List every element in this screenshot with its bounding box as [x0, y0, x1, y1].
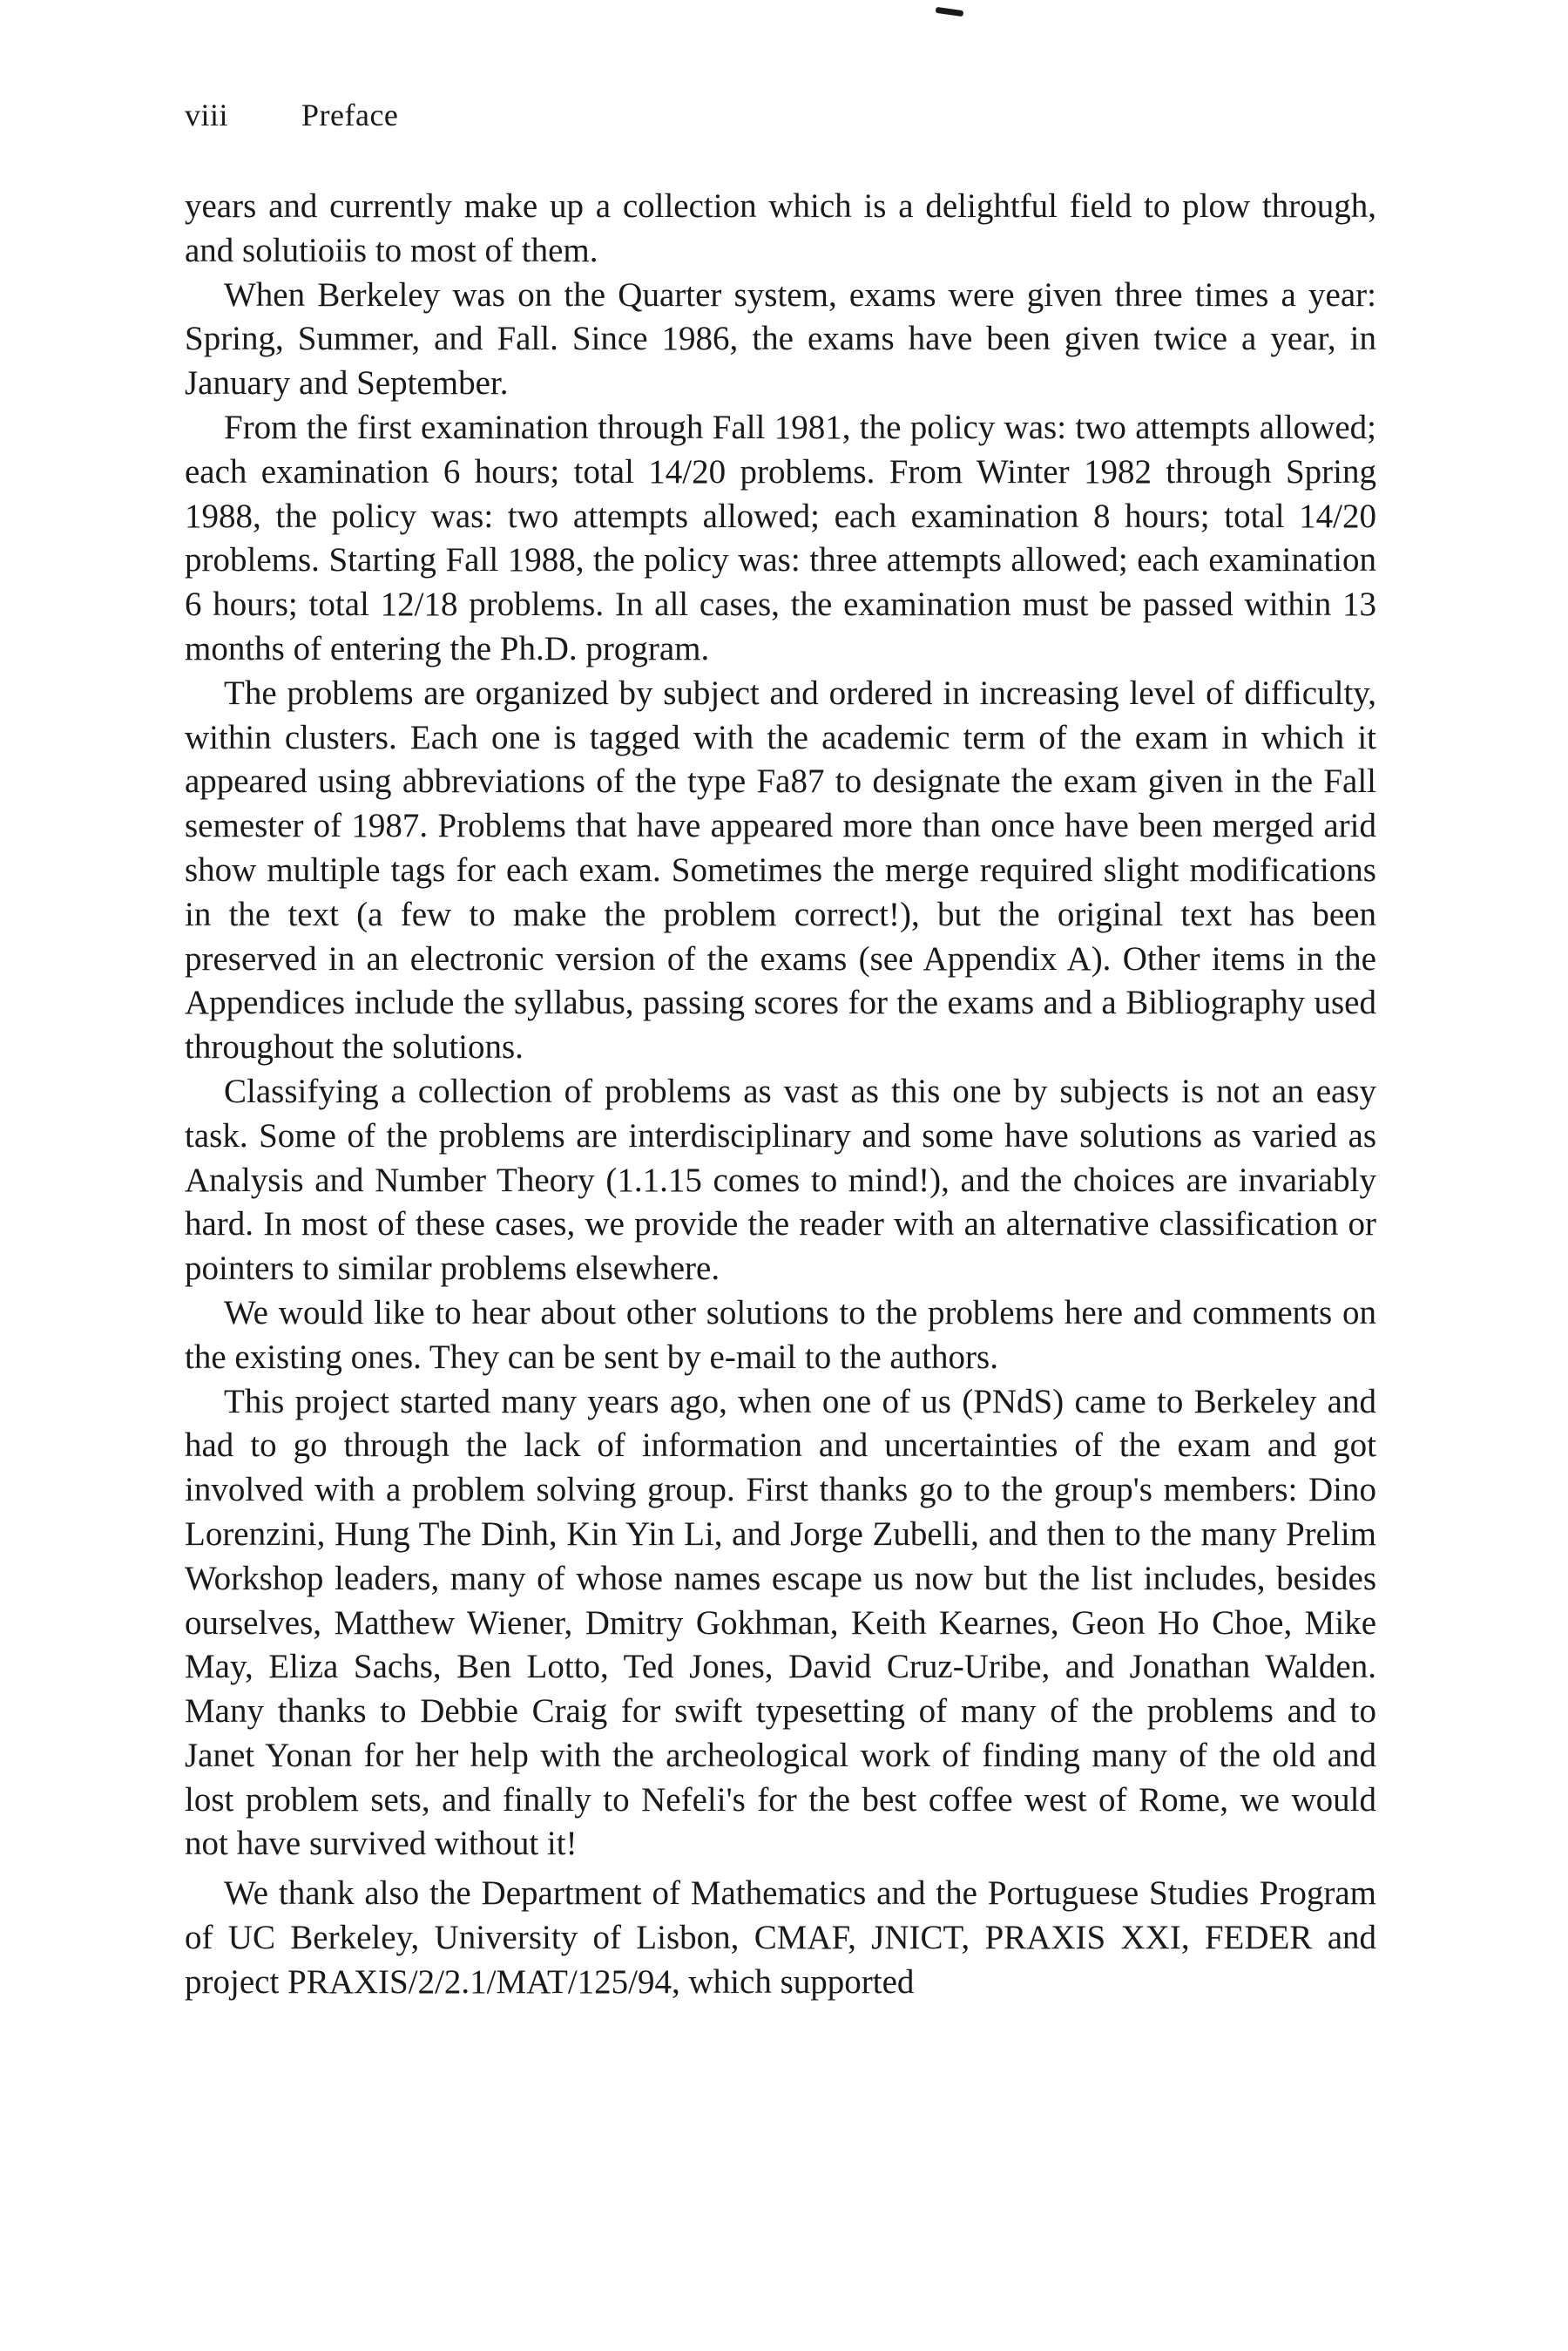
running-head	[185, 94, 398, 136]
body-text	[185, 185, 1376, 2005]
paragraph-exam-policy: From the first examination through Fall 1981, the policy was: two attempts allowed; each examination 6 hours; total 14/20 problems. From Winter 1982 through Spring 1988, the policy was: two attempts allowed; each examination 8 hours; total 14/20 problems. Starting Fall 1988, the policy was: three attempts allowed; each examination 6 hours; total 12/18 problems. In all cases, the examination must be passed within 13 months of entering the Ph.D. program.	[185, 408, 1376, 667]
paragraph-exam-schedule: When Berkeley was on the Quarter system, exams were given three times a year: Spring, Summer, and Fall. Since 1986, the exams have been given twice a year, in January and September.	[185, 275, 1376, 403]
paragraph-continuation: years and currently make up a collection which is a delightful field to plow through, and solutioiis to most of them.	[185, 187, 1376, 269]
page-number: viii	[185, 98, 229, 132]
paragraph-feedback: We would like to hear about other solutions to the problems here and comments on the existing ones. They can be sent by e-mail to the authors.	[185, 1293, 1376, 1376]
paragraph-organization: The problems are organized by subject and ordered in increasing level of difficulty, within clusters. Each one is tagged with the academic term of the exam in which it appeared using abbreviations of the type Fa87 to designate the exam given in the Fall semester of 1987. Problems that have appeared more than once have been merged arid show multiple tags for each exam. Sometimes the merge required slight modifications in the text (a few to make the problem correct!), but the original text has been preserved in an electronic version of the exams (see Appendix A). Other items in the Appendices include the syllabus, passing scores for the exams and a Bibliography used throughout the solutions.	[185, 674, 1376, 1067]
paragraph-classification: Classifying a collection of problems as vast as this one by subjects is not an easy task. Some of the problems are interdisciplinary and some have solutions as varied as Analysis and Number Theory (1.1.15 comes to mind!), and the choices are invariably hard. In most of these cases, we provide the reader with an alternative classification or pointers to similar problems elsewhere.	[185, 1072, 1376, 1288]
paragraph-acknowledgments: This project started many years ago, when one of us (PNdS) came to Berkeley and had to go through the lack of information and uncertainties of the exam and got involved with a problem solving group. First thanks go to the group's members: Dino Lorenzini, Hung The Dinh, Kin Yin Li, and Jorge Zubelli, and then to the many Prelim Workshop leaders, many of whose names escape us now but the list includes, besides ourselves, Matthew Wiener, Dmitry Gokhman, Keith Kearnes, Geon Ho Choe, Mike May, Eliza Sachs, Ben Lotto, Ted Jones, David Cruz-Uribe, and Jonathan Walden. Many thanks to Debbie Craig for swift typesetting of many of the problems and to Janet Yonan for her help with the archeological work of finding many of the old and lost problem sets, and finally to Nefeli's for the best coffee west of Rome, we would not have survived without it!	[185, 1382, 1376, 1863]
scan-artifact-mark	[936, 7, 964, 17]
paragraph-institutional-thanks: We thank also the Department of Mathematics and the Portuguese Studies Program of UC Berkeley, University of Lisbon, CMAF, JNICT, PRAXIS XXI, FEDER and project PRAXIS/2/2.1/MAT/125/94, which supported	[185, 1874, 1376, 2001]
running-title: Preface	[301, 98, 399, 132]
